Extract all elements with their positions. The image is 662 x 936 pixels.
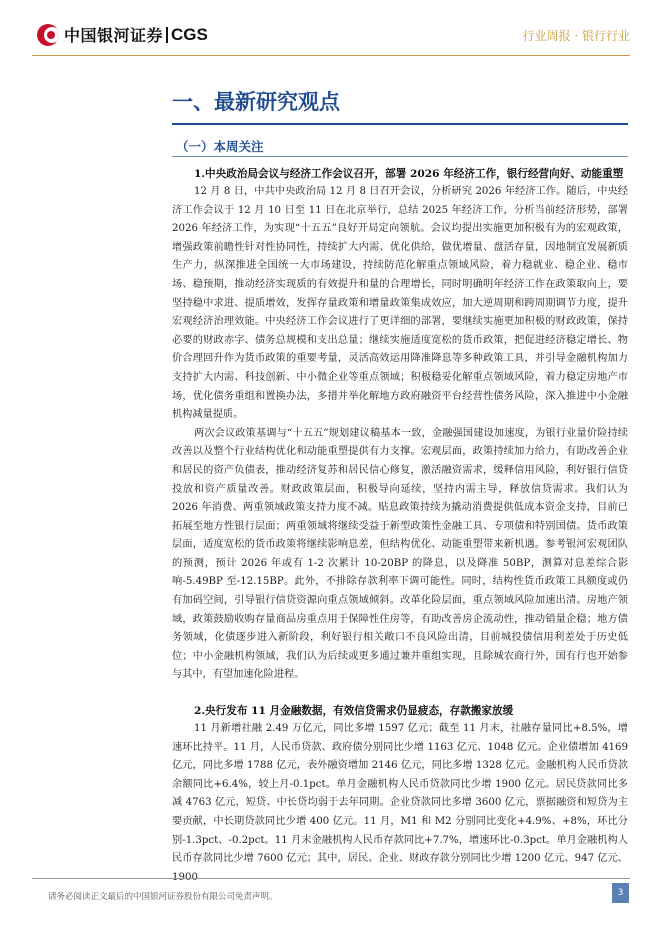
item-1-paragraph-2: 两次会议政策基调与“十五五”规划建议稿基本一致，金融强国建设加速度，为银行业量价险持续改善以及整个行业结构优化和动能重塑提供有力支撑。宏观层面，政策持续加力给力，有助改善企业和居民的资产负债表，推动经济复苏和居民信心修复，激活融资需求，缓释信用风险，利好银行信贷投放和资产质量改善。财政政策层面，积极导向延续，坚持内需主导，释放信贷需求。我们认为 2026 年消费、两重领域政策支持力度不减。贴息政策持续为撬动消费提供低成本资金支持，目前已拓展至地方性银行层面；两重领域将继续受益于新型政策性金融工具、专项债和特别国债。货币政策层面，适度宽松的货币政策将继续影响息差，但结构优化、动能重塑带来新机遇。参考银河宏观团队的预测，预计 2026 年或有 1-2 次累计 10-20BP 的降息，以及降准 50BP，测算对息差综合影响-5.49BP 至-12.15BP。此外，不排除存款利率下调可能性。同时，结构性货币政策工具额度或仍有加码空间，引导银行信贷资源向重点领域倾斜。改革化险层面，重点领域风险加速出清。房地产领域，政策鼓励收购存量商品房重点用于保障性住房等，有助改善房企流动性，推动销量企稳；地方债务领域，化债逐步进入新阶段，利好银行相关敞口不良风险出清，目前城投债信用利差处于历史低位；中小金融机构领域，我们认为后续或更多通过兼并重组实现，且除城农商行外，国有行也开始参与其中，有望加速化险进程。 xyxy=(172,427,628,681)
report-category: 行业周报 · 银行行业 xyxy=(522,29,630,43)
item-2-paragraph-1: 11 月新增社融 2.49 万亿元，同比多增 1597 亿元；截至 11 月末，社融存量同比+8.5%，增速环比持平。11 月，人民币贷款、政府债分别同比少增 1163 亿元、1048 亿元。企业债增加 4169 亿元，同比多增 1788 亿元，表外融资增加 2146 亿元，同比多增 1328 亿元。金融机构人民币贷款余额同比+6.4%，较上月-0.1pct。单月金融机构人民币贷款同比少增 1900 亿元。居民贷款同比多减 4763 亿元，短贷、中长贷均弱于去年同期。企业贷款同比多增 3600 亿元，票据融资和短贷为主要贡献，中长期贷款同比少增 400 亿元。11 月，M1 和 M2 分别同比变化+4.9%、+8%，环比分别-1.3pct、-0.2pct。11 月末金融机构人民币存款同比+7.7%，增速环比-0.3pct。单月金融机构人民币存款同比少增 7600 亿元；其中，居民、企业、财政存款分别同比少增 1200 亿元、947 亿元、 xyxy=(172,723,628,865)
page-number: 3 xyxy=(612,883,629,903)
page-header xyxy=(0,0,662,60)
footer-disclaimer: 请务必阅读正文最后的中国银河证券股份有限公司免责声明。 xyxy=(48,892,278,902)
section-divider xyxy=(172,123,628,125)
cgs-logo-icon xyxy=(37,24,59,46)
logo-name: 中国银河证券 xyxy=(64,28,164,45)
item-1-paragraph-1: 12 月 8 日，中共中央政治局 12 月 8 日召开会议，分析研究 2026 年经济工作。随后，中央经济工作会议于 12 月 10 日至 11 日在北京举行，总结 2025 年经济工作，分析当前经济形势，部署 2026 年经济工作，为实现“十五五”良好开局定向领航。会议均提出实施更加积极有为的宏观政策，增强政策前瞻性针对性协同性，持续扩大内需、优化供给，做优增量、盘活存量，因地制宜发展新质生产力，纵深推进全国统一大市场建设，持续防范化解重点领域风险，着力稳就业、稳企业、稳市场、稳预期，推动经济实现质的有效提升和量的合理增长，同时明确明年经济工作在政策取向上，要坚持稳中求进、提质增效，发挥存量政策和增量政策集成效应，加大逆周期和跨周期调节力度，提升宏观经济治理效能。中央经济工作会议进行了更详细的部署，要继续实施更加积极的财政政策，保持必要的财政赤字、债务总规模和支出总量；继续实施适度宽松的货币政策，把促进经济稳定增长、物价合理回升作为货币政策的重要考量，灵活高效运用降准降息等多种政策工具，并引导金融机构加力支持扩大内需、科技创新、中小微企业等重点领域；积极稳妥化解重点领域风险，着力稳定房地产市场，优化债务重组和置换办法，多措并举化解地方政府融资平台经营性债务风险，深入推进中小金融机构减量提质。 xyxy=(172,186,628,421)
footer-divider xyxy=(32,878,630,879)
header-divider xyxy=(32,55,630,56)
main-content xyxy=(172,165,628,887)
item-1-heading: 1.中央政治局会议与经济工作会议召开，部署 2026 年经济工作，银行经营向好、动能重塑 xyxy=(194,168,624,180)
subsection-title: （一）本周关注 xyxy=(176,139,264,154)
logo-en: CGS xyxy=(171,24,208,44)
company-logo xyxy=(37,23,208,46)
item-2-heading: 2.央行发布 11 月金融数据，有效信贷需求仍显疲态，存款搬家放缓 xyxy=(194,705,514,718)
subsection-divider xyxy=(172,156,628,157)
spacer xyxy=(172,685,628,702)
logo-divider xyxy=(166,27,168,43)
section-title: 一、最新研究观点 xyxy=(172,89,340,114)
